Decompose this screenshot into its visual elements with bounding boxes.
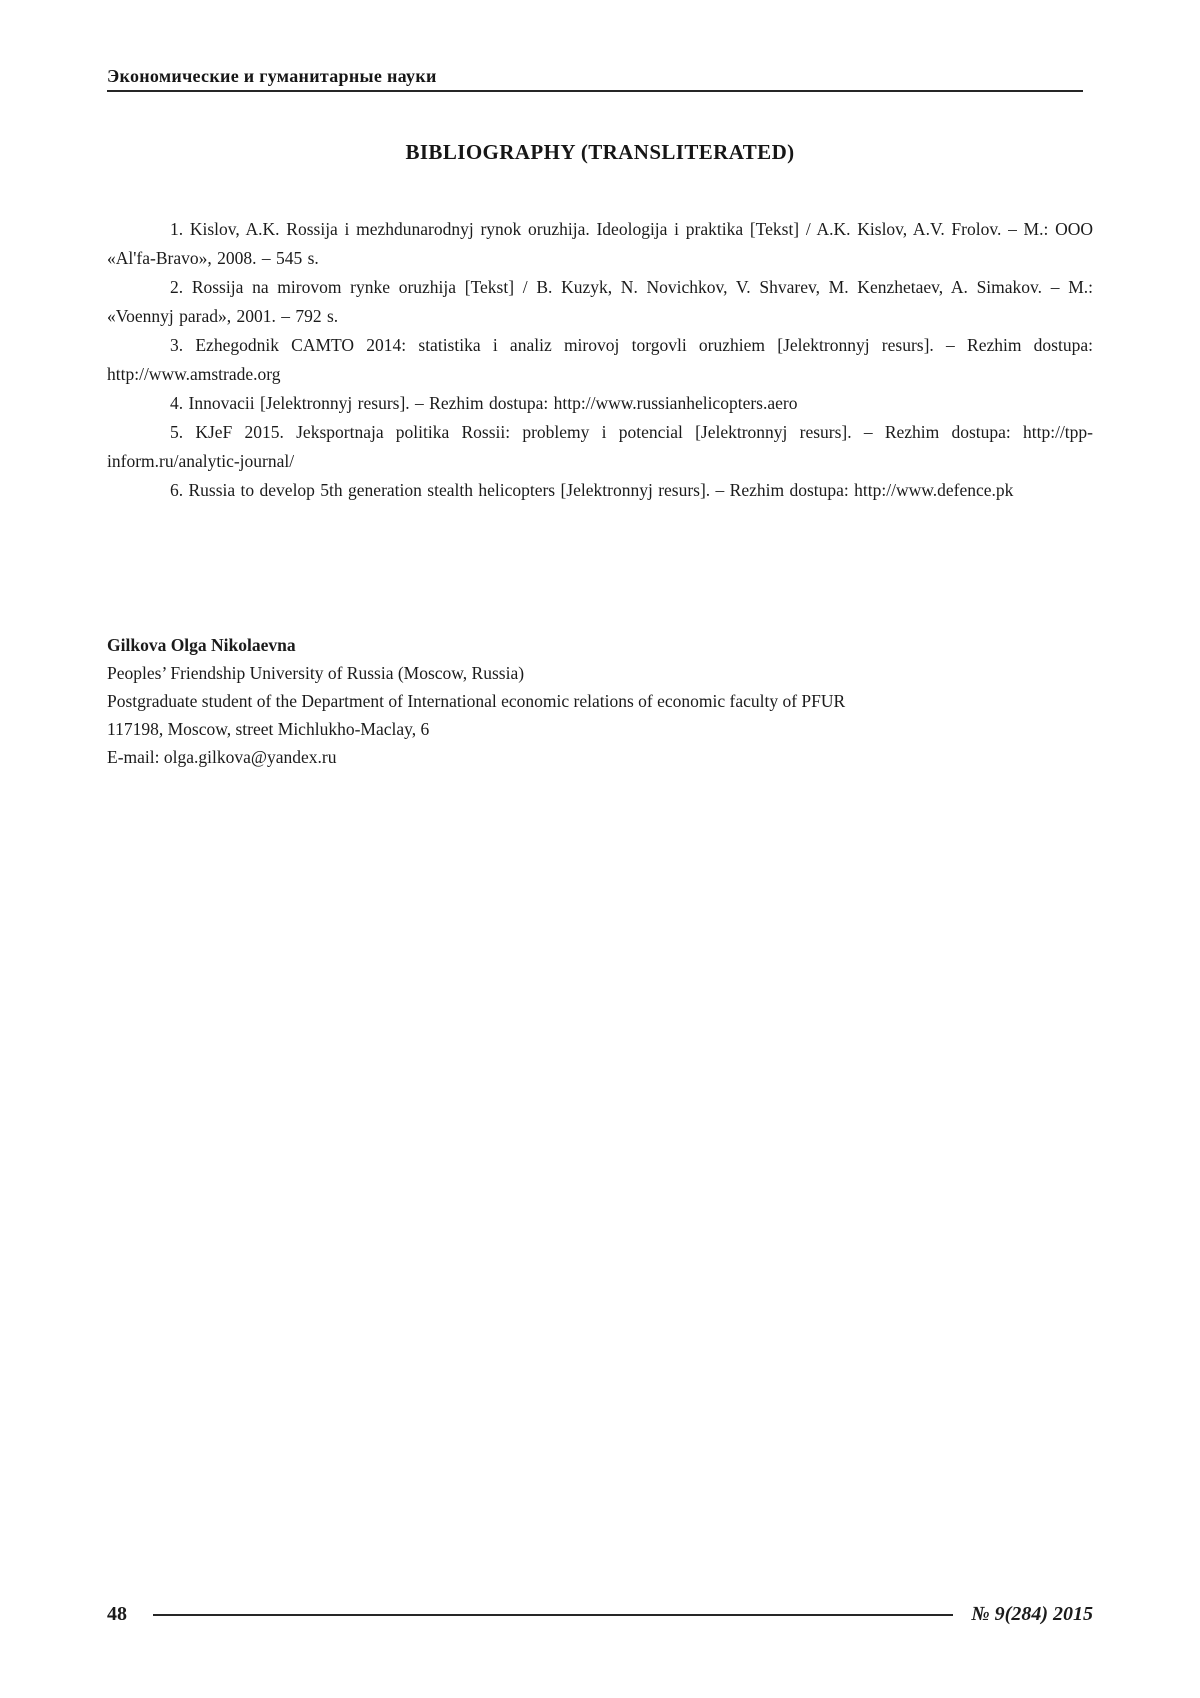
bibliography-entry-2: 2. Rossija na mirovom rynke oruzhija [Tekst] / B. Kuzyk, N. Novichkov, V. Shvarev, M. Kenzhetaev, A. Simakov. – M.: «Voennyj parad», 2001. – 792 s. <box>107 277 1093 326</box>
issue-label: № 9(284) 2015 <box>971 1603 1093 1625</box>
author-address: 117198, Moscow, street Michlukho-Maclay, 6 <box>107 719 430 739</box>
bibliography-entry-6: 6. Russia to develop 5th generation stealth helicopters [Jelektronnyj resurs]. – Rezhim dostupa: http://www.defence.pk <box>170 480 1014 500</box>
page-footer <box>107 1601 1093 1627</box>
bibliography-list <box>107 215 1093 505</box>
bibliography-entry-1: 1. Kislov, A.K. Rossija i mezhdunarodnyj rynok oruzhija. Ideologija i praktika [Tekst] / A.K. Kislov, A.V. Frolov. – M.: OOO «Al'fa-Bravo», 2008. – 545 s. <box>107 219 1093 268</box>
bibliography-entry-3: 3. Ezhegodnik CAMTO 2014: statistika i analiz mirovoj torgovli oruzhiem [Jelektronnyj resurs]. – Rezhim dostupa: http://www.amstrade.org <box>107 335 1093 384</box>
author-name: Gilkova Olga Nikolaevna <box>107 635 296 655</box>
author-position: Postgraduate student of the Department of International economic relations of economic faculty of PFUR <box>107 691 846 711</box>
author-email: E-mail: olga.gilkova@yandex.ru <box>107 747 337 767</box>
journal-section-title: Экономические и гуманитарные науки <box>107 66 437 86</box>
page-number: 48 <box>107 1603 127 1625</box>
page-header <box>107 66 1083 92</box>
author-info-block <box>107 631 1093 771</box>
header-rule <box>107 90 1083 92</box>
footer-rule <box>153 1614 953 1616</box>
bibliography-entry-5: 5. KJeF 2015. Jeksportnaja politika Rossii: problemy i potencial [Jelektronnyj resurs]. – Rezhim dostupa: http://tpp-inform.ru/analytic-journal/ <box>107 422 1093 471</box>
bibliography-title: BIBLIOGRAPHY (TRANSLITERATED) <box>405 140 795 164</box>
bibliography-entry-4: 4. Innovacii [Jelektronnyj resurs]. – Rezhim dostupa: http://www.russianhelicopters.aero <box>170 393 798 413</box>
author-affiliation: Peoples’ Friendship University of Russia (Moscow, Russia) <box>107 663 525 683</box>
